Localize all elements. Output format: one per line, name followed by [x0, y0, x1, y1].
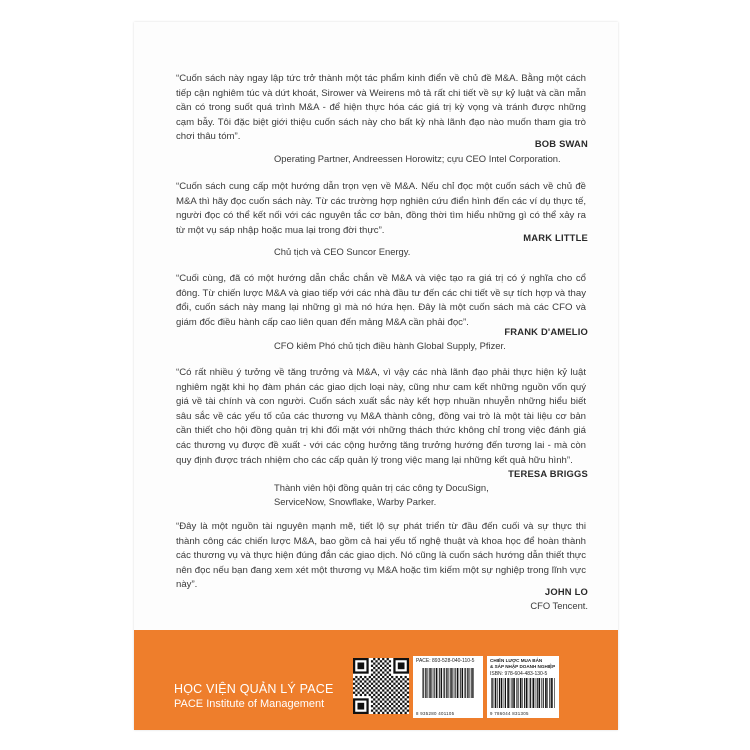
- isbn-barcode: [487, 656, 559, 718]
- isbn-label: ISBN: 978-604-483-130-5: [490, 671, 548, 677]
- publisher-band: [134, 630, 618, 730]
- quote-text: “Đây là một nguồn tài nguyên mạnh mẽ, tiết lộ sự phát triển từ đầu đến cuối và sự thực thi thành công các chiến lược M&A, bao gồm cả hai yếu tố nghệ thuật và khoa học để hoàn thành các thương vụ và thực hiện đúng đắn các giao dịch. Nó cũng là cuốn sách hướng dẫn thiết thực nên đọc nếu bạn đang xem xét một thương vụ M&A hoặc tìm kiếm một sự nghiệp trong lĩnh vực này”.: [176, 521, 586, 591]
- publisher-name: HỌC VIỆN QUẢN LÝ PACE: [174, 682, 334, 696]
- quote-author-role: Operating Partner, Andreessen Horowitz; cựu CEO Intel Corporation.: [274, 153, 561, 164]
- quote-text: “Cuốn sách cung cấp một hướng dẫn trọn vẹn về M&A. Nếu chỉ đọc một cuốn sách về chủ đề M&A thì hãy đọc cuốn sách này. Từ các trường hợp nghiên cứu điển hình đến các ví dụ thực tế, người đọc có thể kết nối với các nguyên tắc cơ bản, đồng thời tìm hiểu những gì có thể xảy ra từ một vụ sáp nhập hoặc mua lại trong đời thực”.: [176, 181, 586, 236]
- publisher-barcode: [413, 656, 483, 718]
- book-title-line: & SÁP NHẬP DOANH NGHIỆP: [490, 664, 556, 669]
- barcode-number: 8 935280 401105: [416, 711, 455, 716]
- book-back-cover: [134, 22, 618, 730]
- quote-author-role: CFO Tencent.: [530, 600, 588, 611]
- quote-author-name: TERESA BRIGGS: [508, 468, 588, 479]
- quote-author-role: Chủ tịch và CEO Suncor Energy.: [274, 246, 411, 257]
- publisher-name-english: PACE Institute of Management: [174, 698, 325, 710]
- barcode-number: 9 786044 831305: [490, 711, 529, 716]
- quote-author-name: JOHN LO: [544, 586, 588, 597]
- quote-author-name: MARK LITTLE: [523, 232, 588, 243]
- barcode-label: PACE: 893-528-040-110-5: [416, 658, 475, 664]
- quote-author-role: CFO kiêm Phó chủ tịch điều hành Global Supply, Pfizer.: [274, 340, 506, 351]
- book-title-line: CHIẾN LƯỢC MUA BÁN: [490, 658, 543, 663]
- quote-text: “Có rất nhiều ý tưởng về tăng trưởng và M&A, vì vậy các nhà lãnh đạo phải thực hiện kỷ luật nghiêm ngặt khi họ đàm phán các giao dịch loại này, cũng như cam kết những nguồn vốn quý giá về tài chính và con người. Cuốn sách xuất sắc này kết hợp nhuần nhuyễn những hiểu biết sâu sắc về các yếu tố của các thương vụ M&A thành công, đồng vai trò là một tài liệu cơ bản cần thiết cho hội đồng quản trị khi đối mặt với những thách thức không chỉ trong việc đánh giá các thương vụ được đề xuất - với các cộng hưởng tăng trưởng hướng đến tương lai - mà còn quy định được trách nhiệm cho các cấp quản lý trong việc mang lại những kết quả hữu hình”.: [176, 367, 586, 466]
- quote-text: “Cuốn sách này ngay lập tức trở thành một tác phẩm kinh điển về chủ đề M&A. Bằng một cách tiếp cận nghiêm túc và dứt khoát, Sirower và Weirens mô tả rất chi tiết về sự kỷ luật và cần mẫn cần có trong suốt quá trình M&A - để hiện thực hóa các giá trị kỳ vọng và tránh được những cạm bẫy. Tôi đặc biệt giới thiệu cuốn sách này cho bất kỳ nhà lãnh đạo nào muốn tham gia trò chơi thâu tóm”.: [176, 73, 586, 143]
- quote-author-name: FRANK D'AMELIO: [504, 326, 588, 337]
- quote-author-role: Thành viên hội đồng quản trị các công ty DocuSign, ServiceNow, Snowflake, Warby Parker.: [274, 482, 489, 508]
- quote-text: “Cuối cùng, đã có một hướng dẫn chắc chắn về M&A và việc tạo ra giá trị có ý nghĩa cho cổ đông. Từ chiến lược M&A và giao tiếp với các nhà đầu tư đến các chi tiết về sự tích hợp và thay đổi, cuốn sách này mang lại những gì mà nó hứa hẹn. Đây là một cuốn sách mà các CFO và giám đốc điều hành cấp cao liên quan đến mảng M&A cần phải đọc”.: [176, 273, 586, 328]
- quote-author-name: BOB SWAN: [534, 138, 588, 149]
- qr-code: [353, 658, 409, 714]
